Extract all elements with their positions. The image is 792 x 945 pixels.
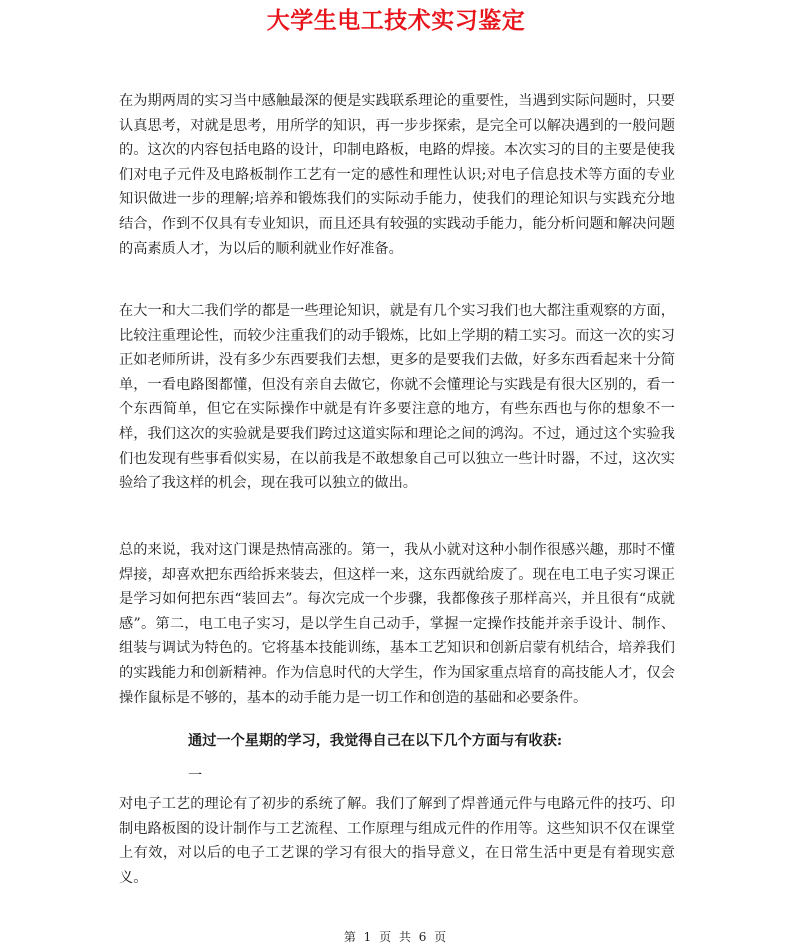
page-footer: 第 1 页 共 6 页 — [343, 930, 449, 944]
paragraph-1: 在为期两周的实习当中感触最深的便是实践联系理论的重要性，当遇到实际问题时，只要认真思考，对就是思考，用所学的知识，再一步步探索，是完全可以解决遇到的一般问题的。这次的内容包括电路的设计，印制电路板，电路的焊接。本次实习的目的主要是使我们对电子元件及电路板制作工艺有一定的感性和理性认识;对电子信息技术等方面的专业知识做进一步的理解;培养和锻炼我们的实际动手能力，使我们的理论知识与实践充分地结合，作到不仅具有专业知识，而且还具有较强的实践动手能力，能分析问题和解决问题的高素质人才，为以后的顺利就业作好准备。 — [119, 93, 675, 257]
section-subheading: 通过一个星期的学习，我觉得自己在以下几个方面与有收获: — [188, 733, 563, 749]
list-item-number: 一 — [188, 768, 203, 784]
paragraph-4: 对电子工艺的理论有了初步的系统了解。我们了解到了焊普通元件与电路元件的技巧、印制电路板图的设计制作与工艺流程、工作原理与组成元件的作用等。这些知识不仅在课堂上有效，对以后的电子工艺课的学习有很大的指导意义，在日常生活中更是有着现实意义。 — [119, 796, 675, 886]
paragraph-3: 总的来说，我对这门课是热情高涨的。第一，我从小就对这种小制作很感兴趣，那时不懂焊接，却喜欢把东西给拆来装去，但这样一来，这东西就给废了。现在电工电子实习课正是学习如何把东西“装回去”。每次完成一个步骤，我都像孩子那样高兴，并且很有“成就感”。第二，电工电子实习，是以学生自己动手，掌握一定操作技能并亲手设计、制作、组装与调试为特色的。它将基本技能训练，基本工艺知识和创新启蒙有机结合，培养我们的实践能力和创新精神。作为信息时代的大学生，作为国家重点培育的高技能人才，仅会操作鼠标是不够的，基本的动手能力是一切工作和创造的基础和必要条件。 — [119, 542, 675, 706]
paragraph-2: 在大一和大二我们学的都是一些理论知识，就是有几个实习我们也大都注重观察的方面，比较注重理论性，而较少注重我们的动手锻炼，比如上学期的精工实习。而这一次的实习正如老师所讲，没有多少东西要我们去想，更多的是要我们去做，好多东西看起来十分简单，一看电路图都懂，但没有亲自去做它，你就不会懂理论与实践是有很大区别的，看一个东西简单，但它在实际操作中就是有许多要注意的地方，有些东西也与你的想象不一样，我们这次的实验就是要我们跨过这道实际和理论之间的鸿沟。不过，通过这个实验我们也发现有些事看似实易，在以前我是不敢想象自己可以独立一些计时器，不过，这次实验给了我这样的机会，现在我可以独立的做出。 — [119, 303, 675, 492]
document-title: 大学生电工技术实习鉴定 — [266, 8, 526, 34]
